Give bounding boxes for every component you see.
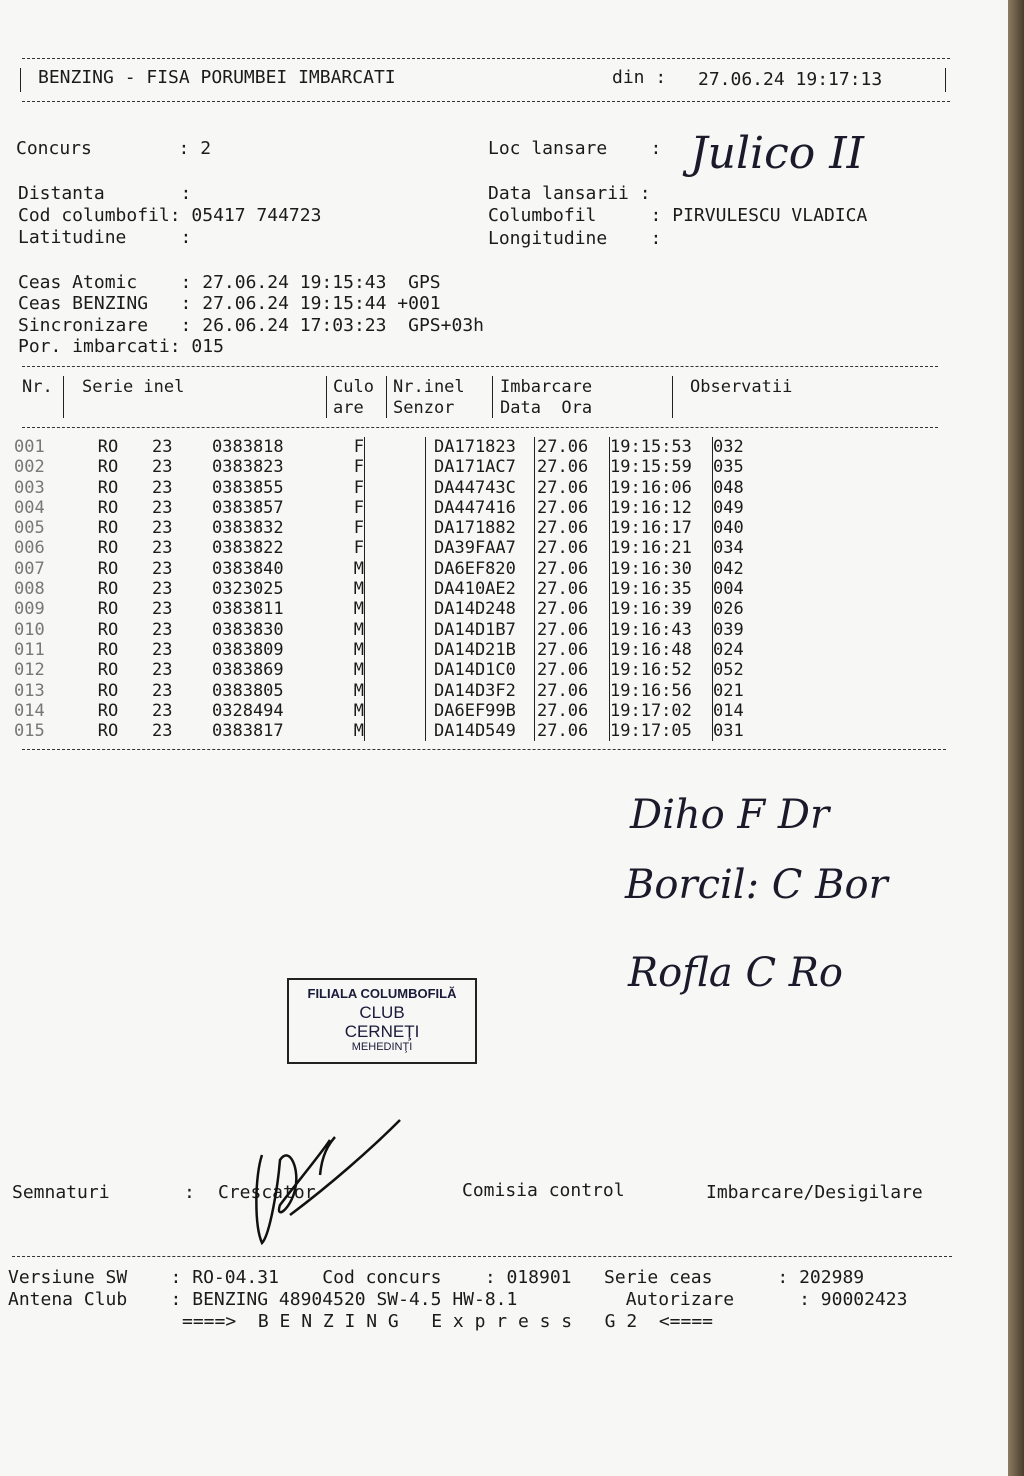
row-nr: 004 — [14, 497, 45, 518]
table-row — [14, 498, 763, 518]
row-date: 27.06 — [535, 620, 610, 640]
row-ring-number: 0383823 — [212, 457, 284, 478]
table-row — [14, 721, 763, 741]
row-separator — [365, 478, 374, 498]
stamp-line: FILIALA COLUMBOFILĂ — [307, 986, 457, 1001]
row-year: 23 — [152, 721, 173, 742]
signatures-separator: : — [184, 1182, 195, 1203]
row-observatii: 014 — [713, 701, 764, 721]
latitudine-field: Latitudine : — [18, 227, 192, 248]
row-culoare — [373, 478, 426, 498]
row-date: 27.06 — [535, 701, 610, 721]
row-separator — [426, 538, 435, 558]
divider — [22, 749, 946, 750]
row-sensor: DA171882 — [434, 518, 516, 539]
row-observatii: 032 — [713, 437, 764, 457]
row-ring-number: 0383818 — [212, 437, 284, 457]
longitudine-field: Longitudine : — [488, 228, 662, 249]
row-sensor: DA6EF820 — [434, 558, 516, 579]
row-date: 27.06 — [535, 498, 610, 518]
row-date: 27.06 — [535, 599, 610, 619]
row-date: 27.06 — [535, 660, 610, 680]
ceas-benzing-field: Ceas BENZING : 27.06.24 19:15:44 +001 — [18, 293, 441, 314]
row-culoare — [373, 599, 426, 619]
divider — [63, 376, 64, 418]
footer-brand-line: ====> B E N Z I N G E x p r e s s G 2 <==== — [182, 1311, 714, 1332]
row-separator — [365, 518, 374, 538]
column-header-data-ora: Data Ora — [500, 398, 593, 418]
sincronizare-field: Sincronizare : 26.06.24 17:03:23 GPS+03h — [18, 315, 484, 336]
row-date: 27.06 — [535, 559, 610, 579]
row-ring-number: 0383822 — [212, 538, 284, 559]
row-nr: 015 — [14, 721, 45, 742]
handwritten-note: Borcil: C Bor — [625, 862, 888, 908]
row-country: RO — [97, 477, 119, 498]
row-sensor: DA14D1B7 — [434, 619, 516, 640]
column-header-culoare: Culo — [333, 377, 374, 397]
row-country: RO — [97, 558, 119, 579]
row-nr: 009 — [14, 599, 45, 620]
ceas-atomic-field: Ceas Atomic : 27.06.24 19:15:43 GPS — [18, 272, 441, 293]
row-year: 23 — [152, 680, 173, 701]
row-culoare — [373, 559, 426, 579]
row-date: 27.06 — [535, 518, 610, 538]
row-country: RO — [97, 619, 119, 640]
row-year: 23 — [152, 639, 173, 660]
row-time: 19:15:53 — [610, 437, 713, 457]
distanta-field: Distanta : — [18, 183, 192, 204]
document-title: BENZING - FISA PORUMBEI IMBARCATI — [38, 67, 396, 88]
row-separator — [365, 538, 374, 558]
row-separator — [365, 660, 374, 680]
table-row — [14, 660, 763, 680]
row-separator — [365, 640, 374, 660]
row-ring-number: 0383869 — [212, 660, 284, 681]
row-culoare — [373, 640, 426, 660]
row-country: RO — [97, 579, 119, 600]
row-year: 23 — [152, 437, 173, 457]
row-year: 23 — [152, 538, 173, 559]
table-row — [14, 538, 763, 558]
row-date: 27.06 — [535, 437, 610, 457]
row-year: 23 — [152, 518, 173, 539]
row-separator — [426, 518, 435, 538]
column-header-culoare-2: are — [333, 398, 364, 418]
row-sex: F — [353, 518, 364, 539]
row-observatii: 040 — [713, 518, 764, 538]
row-separator — [365, 599, 374, 619]
row-separator — [426, 478, 435, 498]
divider — [386, 376, 387, 418]
row-observatii: 021 — [713, 681, 764, 701]
row-nr: 005 — [14, 518, 45, 539]
row-ring-number: 0323025 — [212, 579, 284, 600]
loc-lansare-field: Loc lansare : — [488, 138, 662, 159]
row-separator — [365, 437, 374, 457]
row-time: 19:16:43 — [610, 620, 713, 640]
row-sensor: DA14D549 — [434, 721, 516, 742]
stamp-line: CLUB — [359, 1003, 405, 1022]
row-country: RO — [97, 437, 119, 457]
row-sex: M — [353, 599, 364, 620]
row-country: RO — [97, 497, 119, 518]
row-date: 27.06 — [535, 640, 610, 660]
table-row — [14, 620, 763, 640]
stamp-line: CERNEŢI — [344, 1022, 420, 1041]
row-sex: M — [353, 700, 364, 721]
row-country: RO — [97, 680, 119, 701]
row-time: 19:16:52 — [610, 660, 713, 680]
row-date: 27.06 — [535, 538, 610, 558]
row-date: 27.06 — [535, 478, 610, 498]
row-sensor: DA44743C — [434, 477, 516, 498]
row-sensor: DA14D1C0 — [434, 660, 516, 681]
row-observatii: 024 — [713, 640, 764, 660]
row-separator — [426, 437, 435, 457]
row-nr: 012 — [14, 660, 45, 681]
background-edge — [1008, 0, 1024, 1476]
handwritten-location: Julico II — [690, 128, 865, 179]
row-ring-number: 0383805 — [212, 680, 284, 701]
porumbei-imbarcati-field: Por. imbarcati: 015 — [18, 336, 224, 357]
row-sensor: DA14D21B — [434, 639, 516, 660]
row-date: 27.06 — [535, 579, 610, 599]
row-culoare — [373, 721, 426, 741]
handwritten-note: Rofla C Ro — [628, 950, 843, 996]
row-ring-number: 0383830 — [212, 619, 284, 640]
row-separator — [365, 498, 374, 518]
row-sensor: DA171AC7 — [434, 457, 516, 478]
imbarcare-desigilare-label: Imbarcare/Desigilare — [706, 1182, 923, 1203]
concurs-field: Concurs : 2 — [16, 138, 212, 159]
row-culoare — [373, 498, 426, 518]
table-row — [14, 437, 763, 457]
row-observatii: 031 — [713, 721, 764, 741]
divider — [22, 58, 950, 59]
row-observatii: 042 — [713, 559, 764, 579]
row-sex: M — [353, 579, 364, 600]
row-separator — [426, 559, 435, 579]
row-sex: F — [353, 538, 364, 559]
row-time: 19:17:05 — [610, 721, 713, 741]
row-separator — [426, 599, 435, 619]
row-observatii: 004 — [713, 579, 764, 599]
columbofil-field: Columbofil : PIRVULESCU VLADICA — [488, 205, 868, 226]
row-culoare — [373, 538, 426, 558]
table-row — [14, 599, 763, 619]
row-culoare — [373, 681, 426, 701]
row-nr: 007 — [14, 558, 45, 579]
divider — [945, 68, 946, 92]
row-culoare — [373, 701, 426, 721]
comisia-control-label: Comisia control — [462, 1180, 625, 1201]
row-observatii: 039 — [713, 620, 764, 640]
signatures-label: Semnaturi — [12, 1182, 110, 1203]
row-ring-number: 0383811 — [212, 599, 284, 620]
row-sex: F — [353, 437, 364, 457]
row-time: 19:16:30 — [610, 559, 713, 579]
row-sex: M — [353, 680, 364, 701]
row-observatii: 034 — [713, 538, 764, 558]
table-row — [14, 640, 763, 660]
row-separator — [426, 660, 435, 680]
row-observatii: 035 — [713, 457, 764, 477]
column-header-imbarcare: Imbarcare — [500, 377, 593, 397]
divider — [326, 376, 327, 418]
column-header-senzor: Senzor — [393, 398, 455, 418]
row-separator — [365, 620, 374, 640]
row-sex: M — [353, 660, 364, 681]
row-ring-number: 0383817 — [212, 721, 284, 742]
row-separator — [426, 701, 435, 721]
row-sex: F — [353, 457, 364, 478]
divider — [20, 68, 21, 92]
row-observatii: 048 — [713, 478, 764, 498]
pigeon-table — [14, 437, 763, 741]
row-date: 27.06 — [535, 681, 610, 701]
row-time: 19:16:21 — [610, 538, 713, 558]
divider — [492, 376, 493, 418]
row-sex: M — [353, 619, 364, 640]
row-year: 23 — [152, 599, 173, 620]
divider — [672, 376, 673, 418]
row-culoare — [373, 660, 426, 680]
row-culoare — [373, 437, 426, 457]
divider — [22, 366, 938, 367]
row-country: RO — [97, 457, 119, 478]
row-separator — [426, 620, 435, 640]
row-country: RO — [97, 599, 119, 620]
stamp-line: MEHEDINŢI — [351, 1041, 413, 1053]
row-time: 19:16:12 — [610, 498, 713, 518]
row-nr: 014 — [14, 700, 45, 721]
row-ring-number: 0328494 — [212, 700, 284, 721]
row-time: 19:16:39 — [610, 599, 713, 619]
row-nr: 006 — [14, 538, 45, 559]
column-header-observatii: Observatii — [690, 377, 793, 397]
row-sensor: DA410AE2 — [434, 579, 516, 600]
row-separator — [426, 640, 435, 660]
row-sex: M — [353, 639, 364, 660]
row-time: 19:15:59 — [610, 457, 713, 477]
row-separator — [365, 457, 374, 477]
footer-line: Antena Club : BENZING 48904520 SW-4.5 HW-8.1 Autorizare : 90002423 — [8, 1289, 908, 1310]
column-header-serie: Serie inel — [82, 377, 185, 397]
row-time: 19:16:06 — [610, 478, 713, 498]
row-year: 23 — [152, 660, 173, 681]
row-culoare — [373, 579, 426, 599]
row-ring-number: 0383855 — [212, 477, 284, 498]
row-nr: 013 — [14, 680, 45, 701]
row-separator — [426, 579, 435, 599]
row-separator — [426, 681, 435, 701]
row-separator — [426, 457, 435, 477]
column-header-nr-inel: Nr.inel — [393, 377, 465, 397]
row-observatii: 049 — [713, 498, 764, 518]
row-date: 27.06 — [535, 457, 610, 477]
table-row — [14, 579, 763, 599]
din-label: din : — [612, 67, 667, 88]
row-culoare — [373, 457, 426, 477]
row-sensor: DA6EF99B — [434, 700, 516, 721]
club-stamp — [287, 978, 477, 1064]
row-country: RO — [97, 700, 119, 721]
row-sex: M — [353, 558, 364, 579]
row-separator — [365, 559, 374, 579]
row-nr: 010 — [14, 619, 45, 640]
row-sensor: DA447416 — [434, 497, 516, 518]
table-row — [14, 701, 763, 721]
row-time: 19:16:17 — [610, 518, 713, 538]
row-separator — [365, 701, 374, 721]
divider — [12, 1256, 952, 1257]
data-lansarii-field: Data lansarii : — [488, 183, 651, 204]
cod-columbofil-field: Cod columbofil: 05417 744723 — [18, 205, 322, 226]
row-ring-number: 0383840 — [212, 558, 284, 579]
crescator-label: Crescator — [218, 1182, 316, 1203]
handwritten-note: Diho F Dr — [630, 792, 830, 838]
table-row — [14, 518, 763, 538]
row-time: 19:16:56 — [610, 681, 713, 701]
divider — [22, 427, 938, 428]
row-year: 23 — [152, 619, 173, 640]
row-nr: 008 — [14, 579, 45, 600]
print-timestamp: 27.06.24 19:17:13 — [698, 69, 883, 90]
table-row — [14, 457, 763, 477]
row-nr: 001 — [14, 437, 45, 457]
handwritten-signature — [250, 1115, 410, 1250]
row-year: 23 — [152, 477, 173, 498]
row-sex: M — [353, 721, 364, 742]
row-separator — [365, 721, 374, 741]
row-ring-number: 0383857 — [212, 497, 284, 518]
row-country: RO — [97, 639, 119, 660]
row-sensor: DA14D3F2 — [434, 680, 516, 701]
row-separator — [365, 681, 374, 701]
row-nr: 002 — [14, 457, 45, 478]
row-sensor: DA14D248 — [434, 599, 516, 620]
row-year: 23 — [152, 497, 173, 518]
row-year: 23 — [152, 700, 173, 721]
row-date: 27.06 — [535, 721, 610, 741]
row-time: 19:17:02 — [610, 701, 713, 721]
row-country: RO — [97, 538, 119, 559]
row-country: RO — [97, 721, 119, 742]
row-separator — [426, 721, 435, 741]
table-row — [14, 559, 763, 579]
row-sensor: DA171823 — [434, 437, 516, 457]
row-country: RO — [97, 518, 119, 539]
row-time: 19:16:35 — [610, 579, 713, 599]
row-culoare — [373, 620, 426, 640]
row-sex: F — [353, 477, 364, 498]
column-header-nr: Nr. — [22, 377, 53, 397]
row-year: 23 — [152, 457, 173, 478]
row-separator — [365, 579, 374, 599]
row-ring-number: 0383809 — [212, 639, 284, 660]
row-culoare — [373, 518, 426, 538]
row-sensor: DA39FAA7 — [434, 538, 516, 559]
divider — [22, 101, 950, 102]
row-year: 23 — [152, 558, 173, 579]
row-nr: 003 — [14, 477, 45, 498]
row-nr: 011 — [14, 639, 45, 660]
table-row — [14, 681, 763, 701]
row-separator — [426, 498, 435, 518]
row-ring-number: 0383832 — [212, 518, 284, 539]
footer-line: Versiune SW : RO-04.31 Cod concurs : 018901 Serie ceas : 202989 — [8, 1267, 865, 1288]
row-year: 23 — [152, 579, 173, 600]
row-country: RO — [97, 660, 119, 681]
row-time: 19:16:48 — [610, 640, 713, 660]
row-observatii: 052 — [713, 660, 764, 680]
row-sex: F — [353, 497, 364, 518]
table-row — [14, 478, 763, 498]
row-observatii: 026 — [713, 599, 764, 619]
